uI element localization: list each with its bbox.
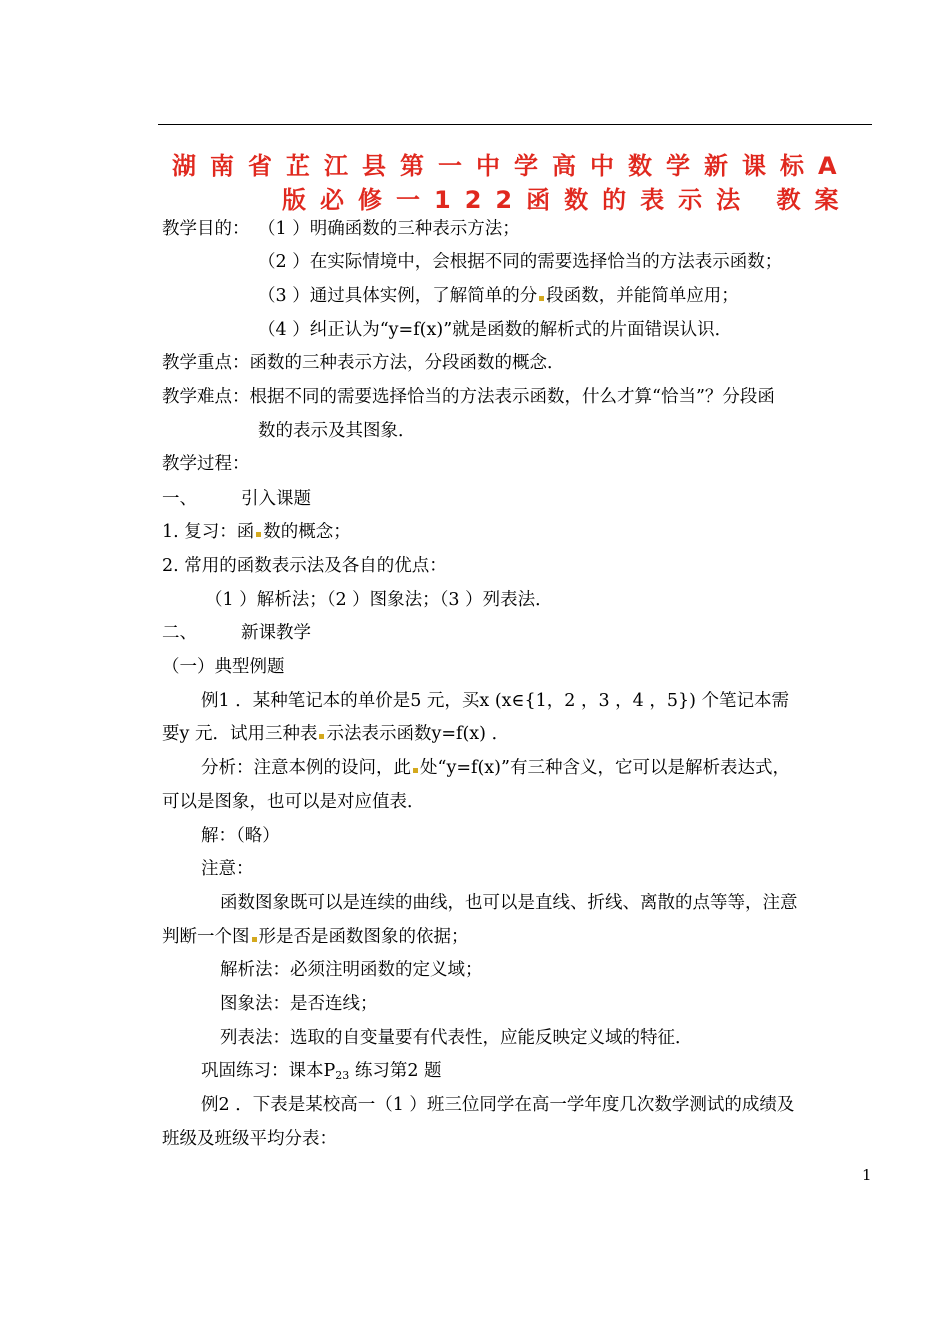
typical-examples-heading: （一）典型例题 (162, 657, 285, 677)
objective-4: （4 ）纠正认为“y=f(x)”就是函数的解析式的片面错误认识． (258, 320, 733, 340)
objective-3: （3 ）通过具体实例，了解简单的分 段函数，并能简单应用； (258, 286, 739, 306)
page-number: 1 (862, 1166, 872, 1184)
objective-1: （1 ）明确函数的三种表示方法； (258, 219, 520, 239)
example-2-line-1: 例2 ．下表是某校高一（1 ）班三位同学在高一学年度几次数学测试的成绩及 (201, 1095, 795, 1115)
process-label: 教学过程： (162, 454, 250, 474)
section-1-title: 引入课题 (241, 489, 311, 509)
title-line-1: 湖南省芷江县第一中学高中数学新课标A (172, 152, 851, 180)
example-1-line-2: 要y 元．试用三种表 示法表示函数y=f(x) ． (162, 724, 510, 744)
rule-graph: 图象法：是否连线； (220, 994, 378, 1014)
objectives-label: 教学目的： (162, 219, 250, 239)
practice: 巩固练习：课本$P_{23}$ 练习第2 题 (201, 1061, 442, 1082)
rule-analytic: 解析法：必须注明函数的定义域； (220, 960, 483, 980)
example-1-line-1: 例1 ．某种笔记本的单价是5 元，买x (x∈{1，2 ，3 ，4 ，5}) 个笔记本需 (201, 691, 789, 711)
common-methods: 2. 常用的函数表示法及各自的优点： (162, 556, 447, 576)
objective-2: （2 ）在实际情境中，会根据不同的需要选择恰当的方法表示函数； (258, 252, 783, 272)
section-2-number: 二、 (162, 623, 197, 643)
note-line-2: 判断一个图 形是否是函数图象的依据； (162, 927, 469, 947)
note-label: 注意： (201, 859, 254, 879)
solution: 解：（略） (201, 826, 280, 846)
review-line: 1. 复习：函 数的概念； (162, 522, 351, 542)
section-2-title: 新课教学 (241, 623, 311, 643)
analysis-line-2: 可以是图象，也可以是对应值表． (162, 792, 425, 812)
difficulty-line-2: 数的表示及其图象． (258, 421, 416, 441)
key-points: 教学重点：函数的三种表示方法，分段函数的概念． (162, 353, 565, 373)
header-rule (158, 124, 872, 125)
title-line-2: 版必修一122函数的表示法 教案 (282, 186, 853, 214)
example-2-line-2: 班级及班级平均分表： (162, 1129, 337, 1149)
rule-table: 列表法：选取的自变量要有代表性，应能反映定义域的特征． (220, 1028, 693, 1048)
analysis-line-1: 分析：注意本例的设问，此 处“y=f(x)”有三种含义，它可以是解析表达式， (201, 758, 790, 778)
note-line-1: 函数图象既可以是连续的曲线，也可以是直线、折线、离散的点等等，注意 (220, 893, 798, 913)
methods-list: （1 ）解析法；（2 ）图象法；（3 ）列表法． (205, 590, 553, 610)
section-1-number: 一、 (162, 489, 197, 509)
difficulty-line-1: 教学难点：根据不同的需要选择恰当的方法表示函数，什么才算“恰当”？分段函 (162, 387, 775, 407)
